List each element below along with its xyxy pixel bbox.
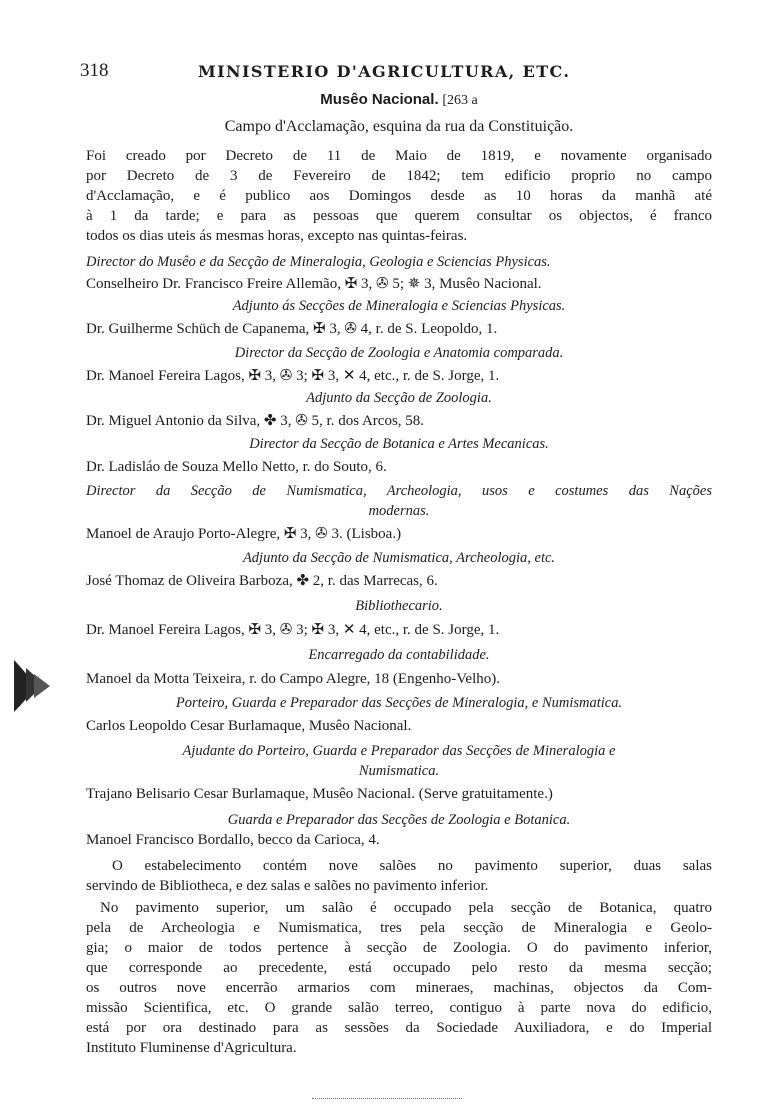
page-number: 318	[80, 60, 109, 81]
staff-role: Bibliothecario.	[355, 598, 443, 614]
staff-person: Carlos Leopoldo Cesar Burlamaque, Musêo Nacional.	[86, 718, 412, 734]
paragraph-line: missão Scientifica, etc. O grande salão terreo, contiguo à parte nova do edificio,	[86, 1000, 712, 1016]
running-title: MINISTERIO D'AGRICULTURA, ETC.	[198, 62, 571, 81]
paragraph-line: No pavimento superior, um salão é occupado pela secção de Botanica, quatro	[100, 900, 712, 916]
staff-role: Ajudante do Porteiro, Guarda e Preparador das Secções de Mineralogia e	[182, 743, 616, 759]
section-ref: [263 a	[442, 93, 478, 108]
section-heading	[86, 90, 712, 111]
intro-line: por Decreto de 3 de Fevereiro de 1842; tem edificio proprio no campo	[86, 168, 712, 184]
paragraph-line: está por ora destinado para as sessões da Sociedade Auxiliadora, e do Imperial	[86, 1020, 712, 1036]
staff-role: Adjunto da Secção de Zoologia.	[306, 390, 492, 406]
bottom-rule	[312, 1098, 462, 1099]
staff-person: Manoel Francisco Bordallo, becco da Carioca, 4.	[86, 832, 380, 848]
staff-person: Dr. Miguel Antonio da Silva, ✤ 3, ✇ 5, r. dos Arcos, 58.	[86, 413, 425, 429]
staff-role: Encarregado da contabilidade.	[308, 647, 490, 663]
intro-line: todos os dias uteis ás mesmas horas, excepto nas quintas-feiras.	[86, 228, 468, 244]
staff-person: Manoel da Motta Teixeira, r. do Campo Alegre, 18 (Engenho-Velho).	[86, 671, 500, 687]
staff-person: Dr. Manoel Fereira Lagos, ✠ 3, ✇ 3; ✠ 3, ✕ 4, etc., r. de S. Jorge, 1.	[86, 368, 500, 384]
staff-person: Dr. Manoel Fereira Lagos, ✠ 3, ✇ 3; ✠ 3, ✕ 4, etc., r. de S. Jorge, 1.	[86, 622, 500, 638]
staff-person: Trajano Belisario Cesar Burlamaque, Musêo Nacional. (Serve gratuitamente.)	[86, 786, 553, 802]
margin-ink-mark-icon	[8, 656, 52, 716]
staff-person: Dr. Ladisláo de Souza Mello Netto, r. do Souto, 6.	[86, 459, 387, 475]
intro-line: d'Acclamação, e é publico aos Domingos desde as 10 horas da manhã até	[86, 188, 712, 204]
staff-role: Director da Secção de Botanica e Artes Mecanicas.	[249, 436, 549, 452]
staff-role: Numismatica.	[358, 763, 440, 779]
paragraph-line: pela de Archeologia e Numismatica, tres pela secção de Mineralogia e Geolo-	[86, 920, 712, 936]
intro-line: à 1 da tarde; e para as pessoas que querem consultar os objectos, é franco	[86, 208, 712, 224]
staff-role: Porteiro, Guarda e Preparador das Secções de Mineralogia, e Numismatica.	[175, 695, 623, 711]
staff-role: Adjunto ás Secções de Mineralogia e Sciencias Physicas.	[232, 298, 566, 314]
staff-role: Director do Musêo e da Secção de Mineralogia, Geologia e Sciencias Physicas.	[86, 254, 551, 270]
staff-role: Director da Secção de Zoologia e Anatomia comparada.	[234, 345, 564, 361]
staff-role: Adjunto da Secção de Numismatica, Archeologia, etc.	[242, 550, 556, 566]
staff-person: Manoel de Araujo Porto-Alegre, ✠ 3, ✇ 3. (Lisboa.)	[86, 526, 402, 542]
paragraph-line: servindo de Bibliotheca, e dez salas e salões no pavimento inferior.	[86, 878, 489, 894]
paragraph-line: que corresponde ao precedente, está occupado pelo resto da mesma secção;	[86, 960, 712, 976]
staff-role: Guarda e Preparador das Secções de Zoologia e Botanica.	[227, 812, 571, 828]
staff-person: Dr. Guilherme Schüch de Capanema, ✠ 3, ✇ 4, r. de S. Leopoldo, 1.	[86, 321, 498, 337]
intro-line: Foi creado por Decreto de 11 de Maio de 1819, e novamente organisado	[86, 148, 712, 164]
museum-address: Campo d'Acclamação, esquina da rua da Constituição.	[224, 118, 574, 135]
staff-person: José Thomaz de Oliveira Barboza, ✤ 2, r. das Marrecas, 6.	[86, 573, 438, 589]
staff-role: modernas.	[368, 503, 430, 519]
section-title: Musêo Nacional.	[320, 91, 439, 108]
page-header	[80, 60, 720, 86]
paragraph-line: os outros nove encerrão armarios com mineraes, machinas, objectos da Com-	[86, 980, 712, 996]
paragraph-line: gia; o maior de todos pertence à secção de Zoologia. O do pavimento inferior,	[86, 940, 712, 956]
staff-person: Conselheiro Dr. Francisco Freire Allemão, ✠ 3, ✇ 5; ✵ 3, Musêo Nacional.	[86, 276, 542, 292]
staff-role: Director da Secção de Numismatica, Archeologia, usos e costumes das Nações	[86, 483, 712, 499]
paragraph-line: Instituto Fluminense d'Agricultura.	[86, 1040, 297, 1056]
paragraph-line: O estabelecimento contém nove salões no pavimento superior, duas salas	[112, 858, 712, 874]
